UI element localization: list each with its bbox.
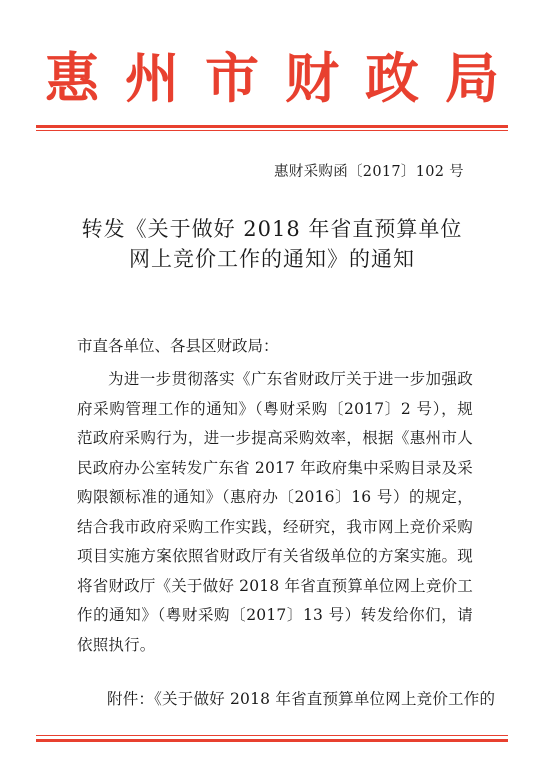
masthead-rule-thick xyxy=(36,125,508,128)
salutation: 市直各单位、各县区财政局： xyxy=(77,337,279,355)
document-title-line-2: 网上竞价工作的通知》的通知 xyxy=(129,247,415,271)
masthead-rule-thin xyxy=(36,130,508,131)
masthead: 惠州市财政局 xyxy=(45,46,525,110)
body-paragraph: 为进一步贯彻落实《广东省财政厅关于进一步加强政府采购管理工作的通知》（粤财采购〔2017〕2 号），规范政府采购行为，进一步提高采购效率，根据《惠州市人民政府办公室转发广东省 2017 年政府集中采购目录及采购限额标准的通知》（惠府办〔2016〕16 号）的规定，结合我市政府采购工作实践，经研究，我市网上竞价采购项目实施方案依照省财政厅有关省级单位的方案实施。现将省财政厅《关于做好 2018 年省直预算单位网上竞价工作的通知》（粤财采购〔2017〕13 号）转发给你们，请依照执行。 xyxy=(77,370,473,654)
footer-rule-thin xyxy=(36,735,508,736)
attachment-line: 附件：《关于做好 2018 年省直预算单位网上竞价工作的 xyxy=(107,690,496,708)
footer-rule-thick xyxy=(36,739,508,742)
document-title-line-1: 转发《关于做好 2018 年省直预算单位 xyxy=(81,217,463,241)
document-number: 惠财采购函〔2017〕102 号 xyxy=(274,164,464,180)
